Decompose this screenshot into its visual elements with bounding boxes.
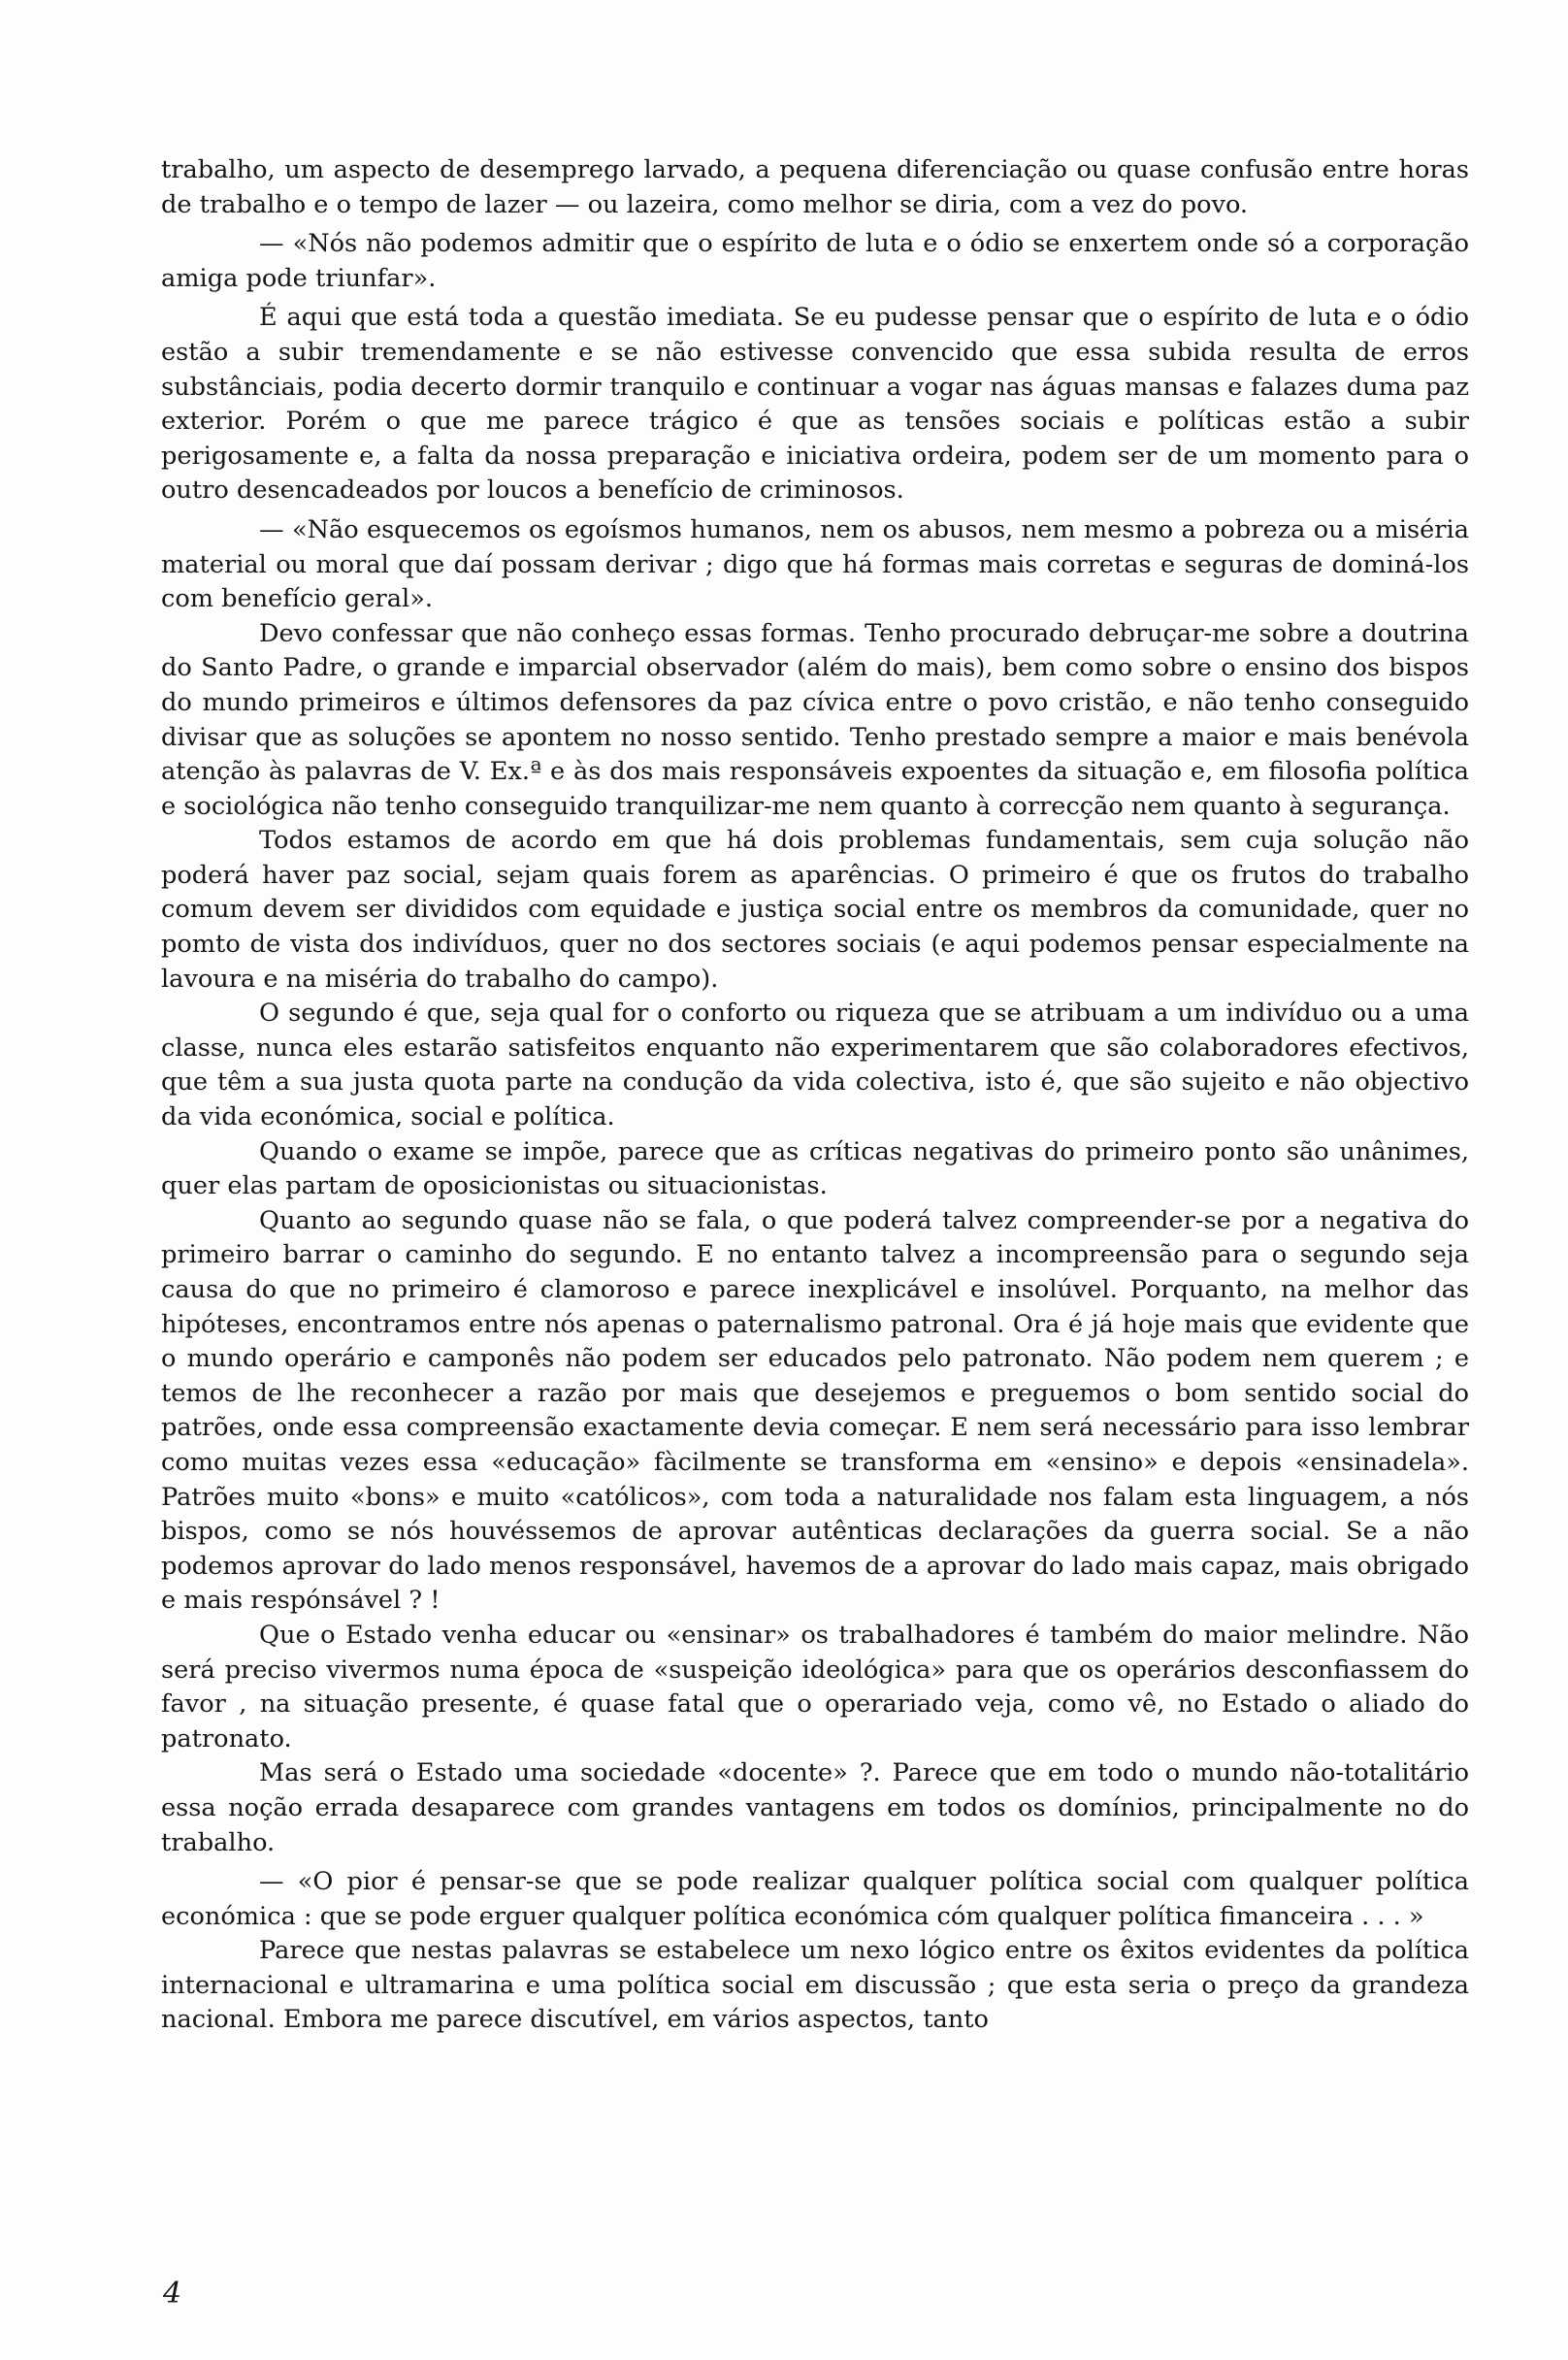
page-number: 4 <box>163 2277 182 2311</box>
paragraph-10: Que o Estado venha educar ou «ensinar» os trabalhadores é também do maior melindre. Não será preciso vivermos numa época de «suspeição ideológica» para que os operários desconfiassem do favor , na situação presente, é quase fatal que o operariado veja, como vê, no Estado o aliado do patronato. <box>161 1620 1469 1754</box>
paragraph-7: O segundo é que, seja qual for o conforto ou riqueza que se atribuam a um indivíduo ou a uma classe, nunca eles estarão satisfeitos enquanto não experimentarem que são colaboradores efectivos, que têm a sua justa quota parte na condução da vida colectiva, isto é, que são sujeito e não objectivo da vida económica, social e política. <box>161 999 1469 1132</box>
paragraph-5: Devo confessar que não conheço essas formas. Tenho procurado debruçar-me sobre a doutrina do Santo Padre, o grande e imparcial observador (além do mais), bem como sobre o ensino dos bispos do mundo primeiros e últimos defensores da paz cívica entre o povo cristão, e não tenho conseguido divisar que as soluções se apontem no nosso sentido. Tenho prestado sempre a maior e mais benévola atenção às palavras de V. Ex.ª e às dos mais responsáveis expoentes da situação e, em filosofia política e sociológica não tenho conseguido tranquilizar-me nem quanto à correcção nem quanto à segurança. <box>161 618 1469 821</box>
paragraph-quote-2: — «Não esquecemos os egoísmos humanos, nem os abusos, nem mesmo a pobreza ou a miséria material ou moral que daí possam derivar ; digo que há formas mais corretas e seguras de dominá-los com benefício geral». <box>161 514 1469 614</box>
paragraph-6: Todos estamos de acordo em que há dois problemas fundamentais, sem cuja solução não poderá haver paz social, sejam quais forem as aparências. O primeiro é que os frutos do trabalho comum devem ser divididos com equidade e justiça social entre os membros da comunidade, quer no pomto de vista dos indivíduos, quer no dos sectores sociais (e aqui podemos pensar especialmente na lavoura e na miséria do trabalho do campo). <box>161 826 1469 994</box>
paragraph-3: É aqui que está toda a questão imediata. Se eu pudesse pensar que o espírito de luta e o ódio estão a subir tremendamente e se não estivesse convencido que essa subida resulta de erros substânciais, podia decerto dormir tranquilo e continuar a vogar nas águas mansas e falazes duma paz exterior. Porém o que me parece trágico é que as tensões sociais e políticas estão a subir perigosamente e, a falta da nossa preparação e iniciativa ordeira, podem ser de um momento para o outro desencadeados por loucos a benefício de criminosos. <box>161 303 1469 506</box>
paragraph-13: Parece que nestas palavras se estabelece um nexo lógico entre os êxitos evidentes da política internacional e ultramarina e uma política social em discussão ; que esta seria o preço da grandeza nacional. Embora me parece discutível, em vários aspectos, tanto <box>161 1936 1469 2035</box>
paragraph-8: Quando o exame se impõe, parece que as críticas negativas do primeiro ponto são unânimes, quer elas partam de oposicionistas ou situacionistas. <box>161 1136 1469 1201</box>
paragraph-9: Quanto ao segundo quase não se fala, o que poderá talvez compreender-se por a negativa do primeiro barrar o caminho do segundo. E no entanto talvez a incompreensão para o segundo seja causa do que no primeiro é clamoroso e parece inexplicável e insolúvel. Porquanto, na melhor das hipóteses, encontramos entre nós apenas o paternalismo patronal. Ora é já hoje mais que evidente que o mundo operário e camponês não podem ser educados pelo patronato. Não podem nem querem ; e temos de lhe reconhecer a razão por mais que desejemos e preguemos o bom sentido social do patrões, onde essa compreensão exactamente devia começar. E nem será necessário para isso lembrar como muitas vezes essa «educação» fàcilmente se transforma em «ensino» e depois «ensinadela». Patrões muito «bons» e muito «católicos», com toda a naturalidade nos falam esta linguagem, a nós bispos, como se nós houvéssemos de aprovar autênticas declarações da guerra social. Se a não podemos aprovar do lado menos responsável, havemos de a aprovar do lado mais capaz, mais obrigado e mais respónsável ? ! <box>161 1205 1469 1616</box>
paragraph-quote-3: — «O pior é pensar-se que se pode realizar qualquer política social com qualquer política económica : que se pode erguer qualquer política económica cóm qualquer política fimanceira . . . » <box>161 1867 1469 1931</box>
paragraph-quote-1: — «Nós não podemos admitir que o espírito de luta e o ódio se enxertem onde só a corporação amiga pode triunfar». <box>161 229 1469 293</box>
paragraph-continuation: trabalho, um aspecto de desemprego larvado, a pequena diferenciação ou quase confusão entre horas de trabalho e o tempo de lazer — ou lazeira, como melhor se diria, com a vez do povo. <box>161 155 1469 219</box>
body-text <box>161 153 1469 2038</box>
paragraph-11: Mas será o Estado uma sociedade «docente» ?. Parece que em todo o mundo não-totalitário essa noção errada desaparece com grandes vantagens em todos os domínios, principalmente no do trabalho. <box>161 1758 1469 1857</box>
